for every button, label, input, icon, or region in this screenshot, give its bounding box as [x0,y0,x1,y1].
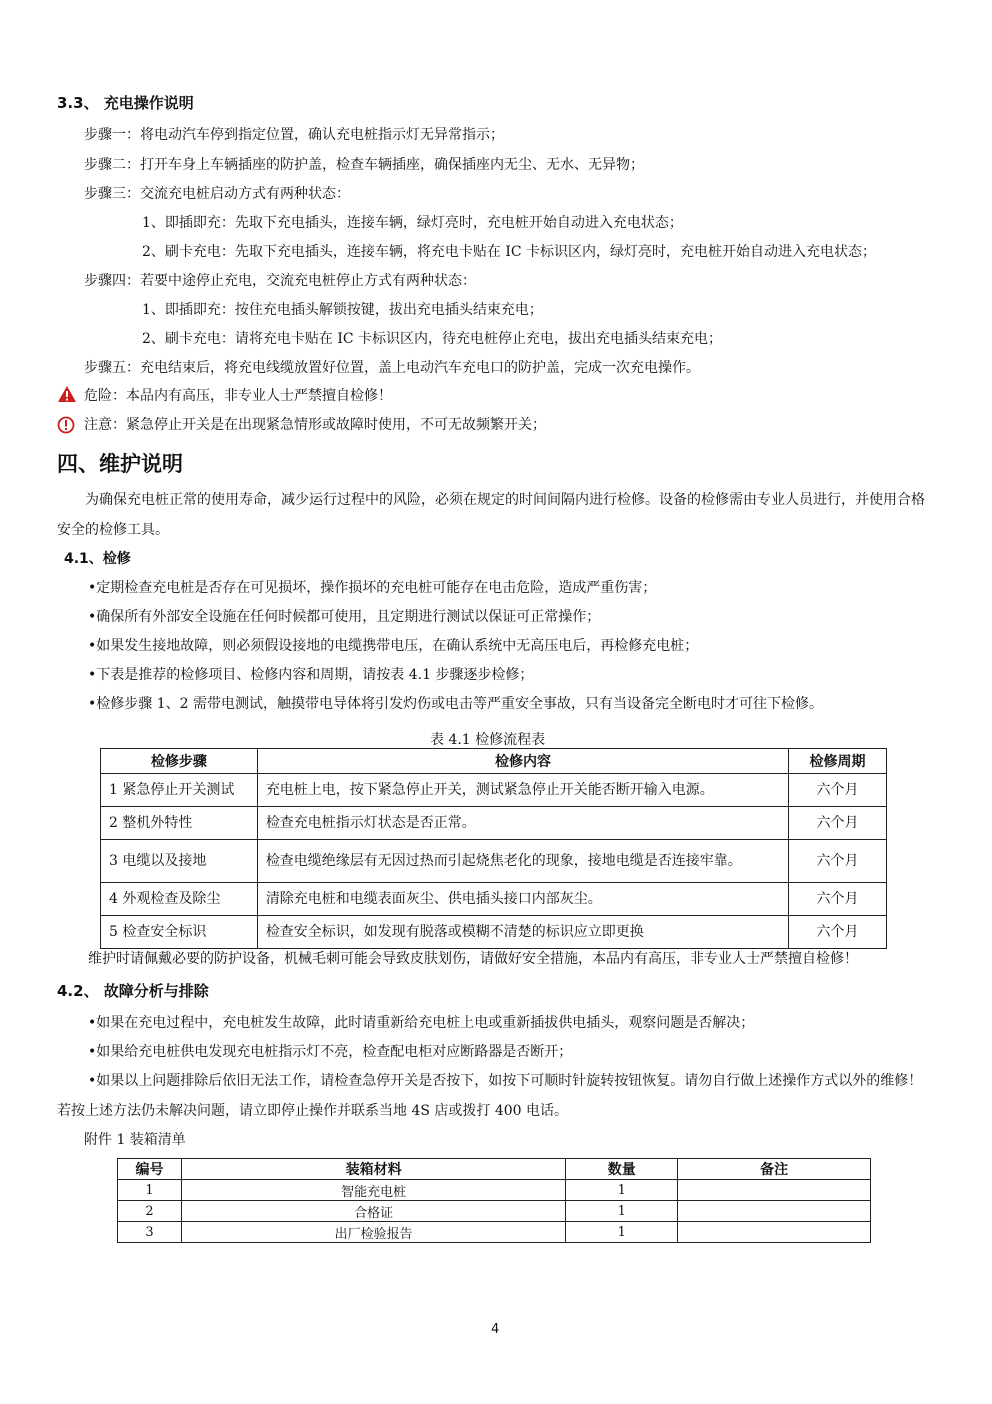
step-1: 步骤一：将电动汽车停到指定位置，确认充电桩指示灯无异常指示； [84,127,504,143]
table-cell-no: 3 [118,1222,182,1243]
step-5: 步骤五：充电结束后，将充电线缆放置好位置，盖上电动汽车充电口的防护盖，完成一次充电操作。 [84,360,700,376]
section-4-title: 四、维护说明 [57,452,183,476]
table-cell-step: 3 电缆以及接地 [101,840,258,883]
after-table-note: 维护时请佩戴必要的防护设备，机械毛刺可能会导致皮肤划伤，请做好安全措施，本品内有高压，非专业人士严禁擅自检修！ [88,951,858,967]
table-cell-period: 六个月 [789,840,887,883]
section-4-1-title: 4.1、检修 [64,551,131,567]
table-header-row [118,1159,871,1180]
table-cell-step: 4 外观检查及除尘 [101,883,258,916]
fault-bullet-1: •如果在充电过程中，充电桩发生故障，此时请重新给充电桩上电或重新插拔供电插头，观察问题是否解决； [88,1015,755,1031]
table-header: 检修内容 [257,749,788,774]
table-cell-content: 清除充电桩和电缆表面灰尘、供电插头接口内部灰尘。 [257,883,788,916]
table-row [101,840,887,883]
maintenance-bullet-1: •定期检查充电桩是否存在可见损坏，操作损坏的充电桩可能存在电击危险，造成严重伤害； [88,580,657,596]
step-3-option-1: 1、即插即充：先取下充电插头，连接车辆，绿灯亮时，充电桩开始自动进入充电状态； [142,215,683,231]
table-cell-period: 六个月 [789,807,887,840]
table-cell-period: 六个月 [789,916,887,949]
danger-triangle-icon [57,385,77,403]
table-cell-period: 六个月 [789,774,887,807]
table-cell-content: 检查电缆绝缘层有无因过热而引起烧焦老化的现象，接地电缆是否连接牢靠。 [257,840,788,883]
table-header: 备注 [678,1159,871,1180]
table-cell-note [678,1201,871,1222]
table-cell-step: 5 检查安全标识 [101,916,258,949]
table-cell-period: 六个月 [789,883,887,916]
table-row [118,1180,871,1201]
table-cell-step: 1 紧急停止开关测试 [101,774,258,807]
table-row [118,1201,871,1222]
section-4-2-title: 4.2、 故障分析与排除 [57,982,209,1000]
table-header: 编号 [118,1159,182,1180]
step-3: 步骤三：交流充电桩启动方式有两种状态： [84,186,350,202]
table-cell-step: 2 整机外特性 [101,807,258,840]
table-cell-note [678,1222,871,1243]
table-cell-qty: 1 [566,1222,678,1243]
table-cell-no: 2 [118,1201,182,1222]
table-cell-qty: 1 [566,1201,678,1222]
table-header: 检修步骤 [101,749,258,774]
step-4: 步骤四：若要中途停止充电，交流充电桩停止方式有两种状态： [84,273,476,289]
maintenance-bullet-4: •下表是推荐的检修项目、检修内容和周期，请按表 4.1 步骤逐步检修； [88,667,534,683]
table-cell-item: 出厂检验报告 [181,1222,565,1243]
page-number: 4 [491,1322,500,1337]
maintenance-table [100,748,887,949]
table-cell-note [678,1180,871,1201]
table-cell-content: 检查安全标识，如发现有脱落或模糊不清楚的标识应立即更换 [257,916,788,949]
maintenance-bullet-5: •检修步骤 1、2 需带电测试，触摸带电导体将引发灼伤或电击等严重安全事故，只有当设备完全断电时才可往下检修。 [88,696,823,712]
notice-text: 注意：紧急停止开关是在出现紧急情形或故障时使用，不可无故频繁开关； [84,417,546,433]
table-cell-content: 检查充电桩指示灯状态是否正常。 [257,807,788,840]
section-3-3-title: 3.3、 充电操作说明 [57,94,194,112]
attachment-title: 附件 1 装箱清单 [84,1132,186,1148]
table-caption: 表 4.1 检修流程表 [430,732,546,748]
table-row [101,883,887,916]
fault-bullet-2: •如果给充电桩供电发现充电桩指示灯不亮，检查配电柜对应断路器是否断开； [88,1044,573,1060]
table-header-row [101,749,887,774]
step-3-option-2: 2、刷卡充电：先取下充电插头，连接车辆，将充电卡贴在 IC 卡标识区内，绿灯亮时，充电桩开始自动进入充电状态； [142,244,877,260]
table-cell-content: 充电桩上电，按下紧急停止开关，测试紧急停止开关能否断开输入电源。 [257,774,788,807]
notice-exclamation-icon [57,416,75,434]
table-cell-item: 合格证 [181,1201,565,1222]
table-cell-no: 1 [118,1180,182,1201]
packing-list-table [117,1158,871,1243]
danger-warning-text: 危险：本品内有高压，非专业人士严禁擅自检修！ [84,388,392,404]
table-row [101,916,887,949]
fault-bullet-3: •如果以上问题排除后依旧无法工作，请检查急停开关是否按下，如按下可顺时针旋转按钮恢复。请勿自行做上述操作方式以外的维修！ 若按上述方法仍未解决问题，请立即停止操作并联系当地 4S 店或拨打 400 电话。 [57,1073,923,1119]
step-4-option-1: 1、即插即充：按住充电插头解锁按键，拔出充电插头结束充电； [142,302,543,318]
table-cell-qty: 1 [566,1180,678,1201]
step-2: 步骤二：打开车身上车辆插座的防护盖，检查车辆插座，确保插座内无尘、无水、无异物； [84,157,644,173]
table-header: 检修周期 [789,749,887,774]
maintenance-bullet-2: •确保所有外部安全设施在任何时候都可使用，且定期进行测试以保证可正常操作； [88,609,601,625]
maintenance-bullet-3: •如果发生接地故障，则必须假设接地的电缆携带电压，在确认系统中无高压电后，再检修充电桩； [88,638,699,654]
section-4-intro: 为确保充电桩正常的使用寿命，减少运行过程中的风险，必须在规定的时间间隔内进行检修。设备的检修需由专业人员进行，并使用合格安全的检修工具。 [57,492,925,538]
table-row [118,1222,871,1243]
table-header: 数量 [566,1159,678,1180]
step-4-option-2: 2、刷卡充电：请将充电卡贴在 IC 卡标识区内，待充电桩停止充电，拔出充电插头结束充电； [142,331,723,347]
table-row [101,774,887,807]
table-cell-item: 智能充电桩 [181,1180,565,1201]
table-row [101,807,887,840]
table-header: 装箱材料 [181,1159,565,1180]
